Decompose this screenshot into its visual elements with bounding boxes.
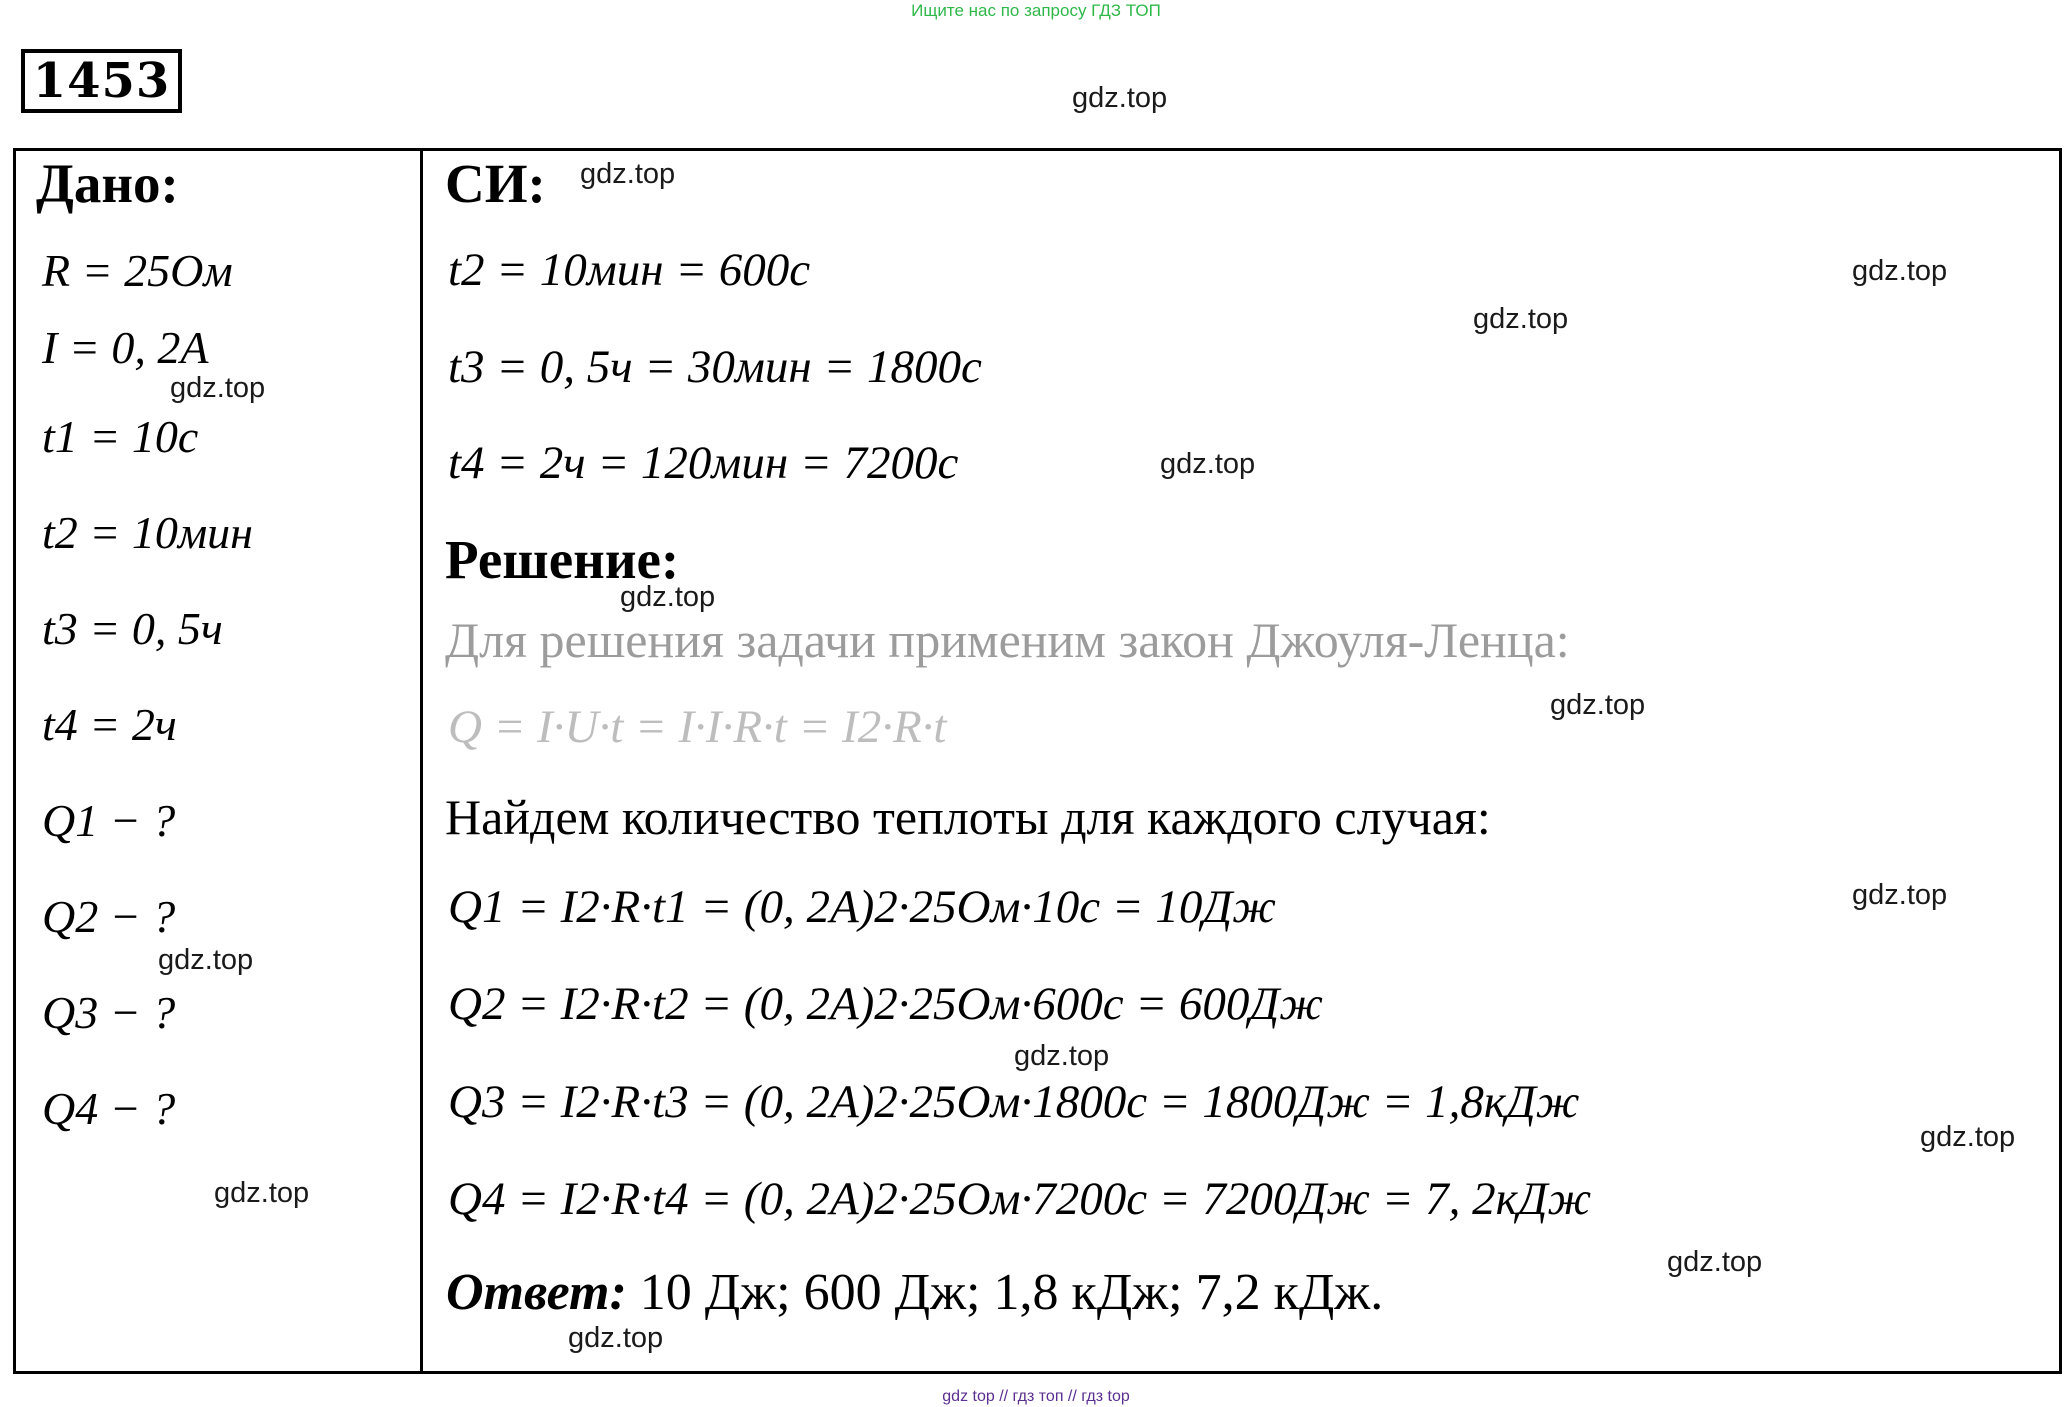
given-q4-unknown: Q4 − ? [42, 1083, 176, 1134]
watermark: gdz.top [1852, 255, 1948, 287]
given-t4: t4 = 2ч [42, 699, 177, 750]
answer [446, 1263, 1383, 1322]
si-title: СИ: [445, 153, 546, 214]
watermark: gdz.top [1473, 303, 1569, 335]
watermark: gdz.top [1550, 689, 1646, 721]
watermark: gdz.top [568, 1322, 664, 1354]
given-resistance: R = 25Ом [42, 245, 233, 296]
solution-title: Решение: [445, 529, 680, 590]
si-t4: t4 = 2ч = 120мин = 7200с [448, 437, 959, 489]
watermark: gdz.top [214, 1177, 310, 1209]
answer-value: 10 Дж; 600 Дж; 1,8 кДж; 7,2 кДж. [626, 1264, 1384, 1321]
search-hint: Ищите нас по запросу ГДЗ ТОП [911, 1, 1161, 20]
given-t3: t3 = 0, 5ч [42, 603, 223, 654]
column-divider [420, 150, 423, 1372]
given-q2-unknown: Q2 − ? [42, 891, 176, 942]
watermark: gdz.top [170, 372, 266, 404]
watermark: gdz.top [580, 158, 676, 190]
si-t2: t2 = 10мин = 600с [448, 244, 811, 296]
given-t2: t2 = 10мин [42, 507, 253, 558]
footer-links[interactable]: gdz top // гдз топ // гдз top [942, 1388, 1130, 1405]
watermark: gdz.top [1667, 1246, 1763, 1278]
solution-q3: Q3 = I2·R·t3 = (0, 2A)2·25Ом·1800с = 1800Дж = 1,8кДж [448, 1076, 1580, 1128]
solution-q1: Q1 = I2·R·t1 = (0, 2A)2·25Ом·10с = 10Дж [448, 881, 1276, 933]
watermark: gdz.top [158, 944, 254, 976]
watermark: gdz.top [1920, 1121, 2016, 1153]
solution-intro: Для решения задачи применим закон Джоуля-Ленца: [445, 612, 1570, 668]
given-q1-unknown: Q1 − ? [42, 795, 176, 846]
given-t1: t1 = 10c [42, 411, 199, 462]
watermark: gdz.top [620, 581, 716, 613]
solution-q2: Q2 = I2·R·t2 = (0, 2A)2·25Ом·600с = 600Дж [448, 978, 1323, 1030]
answer-label: Ответ: [446, 1264, 627, 1321]
problem-number: 1453 [21, 49, 182, 113]
solution-find: Найдем количество теплоты для каждого случая: [445, 789, 1491, 845]
watermark: gdz.top [1160, 448, 1256, 480]
given-current: I = 0, 2A [42, 322, 209, 373]
given-q3-unknown: Q3 − ? [42, 987, 176, 1038]
joule-lenz-law: Q = I·U·t = I·I·R·t = I2·R·t [448, 701, 947, 753]
given-title: Дано: [36, 153, 179, 214]
si-t3: t3 = 0, 5ч = 30мин = 1800с [448, 341, 982, 393]
solution-q4: Q4 = I2·R·t4 = (0, 2A)2·25Ом·7200с = 7200Дж = 7, 2кДж [448, 1173, 1592, 1225]
watermark: gdz.top [1852, 879, 1948, 911]
watermark: gdz.top [1014, 1040, 1110, 1072]
watermark: gdz.top [1072, 82, 1168, 114]
